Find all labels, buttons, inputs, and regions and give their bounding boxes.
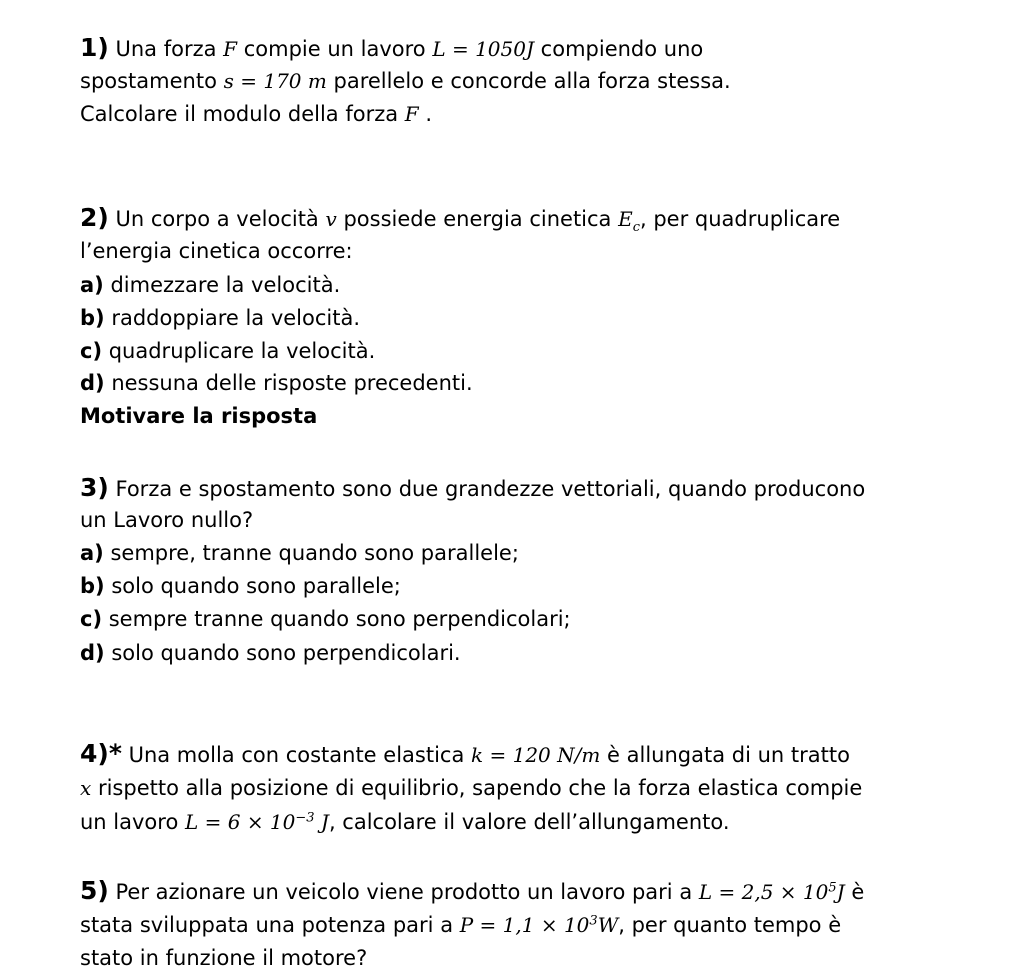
- q3-option-b: b) solo quando sono parallele;: [80, 574, 401, 598]
- q2-option-c: c) quadruplicare la velocità.: [80, 339, 376, 363]
- math-L-equation: $L = 2,5 \times 10^5J$: [698, 880, 845, 904]
- q3-line-1: 3) Forza e spostamento sono due grandezze vettoriali, quando producono: [80, 473, 866, 502]
- q2-line-2: l’energia cinetica occorre:: [80, 239, 353, 263]
- math-s-equation: s = 170 m: [223, 69, 327, 93]
- math-x: x: [80, 776, 92, 800]
- q5-line-1: 5) Per azionare un veicolo viene prodotto un lavoro pari a $L = 2,5 \times 10^5J$ è: [80, 876, 865, 905]
- q4-line-1: 4)* Una molla con costante elastica k = 120 N/m è allungata di un tratto: [80, 739, 850, 768]
- math-k-equation: k = 120 N/m: [471, 743, 601, 767]
- q5-line-3: stato in funzione il motore?: [80, 946, 368, 970]
- q1-line-1: 1) Una forza F compie un lavoro L = 1050J compiendo uno: [80, 33, 704, 62]
- q3-option-a: a) sempre, tranne quando sono parallele;: [80, 541, 519, 565]
- q2-motivate-label: Motivare la risposta: [80, 404, 318, 428]
- q1-line-3: Calcolare il modulo della forza F .: [80, 102, 433, 126]
- q2-number: 2): [80, 203, 109, 232]
- math-F: F: [223, 37, 238, 61]
- q5-line-2: stata sviluppata una potenza pari a $P = 1,1 \times 10^3W$, per quanto tempo è: [80, 913, 842, 937]
- q3-option-d: d) solo quando sono perpendicolari.: [80, 641, 461, 665]
- q4-line-2: x rispetto alla posizione di equilibrio, sapendo che la forza elastica compie: [80, 776, 863, 800]
- q5-number: 5): [80, 876, 109, 905]
- q3-number: 3): [80, 473, 109, 502]
- math-F: F: [404, 102, 419, 126]
- math-L-equation: L = 1050J: [432, 37, 534, 61]
- q2-option-a: a) dimezzare la velocità.: [80, 273, 341, 297]
- q3-option-c: c) sempre tranne quando sono perpendicolari;: [80, 607, 571, 631]
- q1-line-2: spostamento s = 170 m parellelo e concorde alla forza stessa.: [80, 69, 731, 93]
- q2-line-1: 2) Un corpo a velocità v possiede energia cinetica $E_c$, per quadruplicare: [80, 203, 841, 235]
- q4-line-3: un lavoro $L = 6 \times 10^{-3}$ J, calcolare il valore dell’allungamento.: [80, 810, 730, 834]
- q4-number: 4)*: [80, 739, 122, 768]
- q3-line-2: un Lavoro nullo?: [80, 508, 254, 532]
- q2-option-d: d) nessuna delle risposte precedenti.: [80, 371, 473, 395]
- math-L-equation: $L = 6 \times 10^{-3}$ J: [184, 810, 329, 834]
- math-v: v: [325, 207, 337, 231]
- math-Ec: $E_c$: [618, 207, 640, 235]
- q2-option-b: b) raddoppiare la velocità.: [80, 306, 361, 330]
- q1-number: 1): [80, 33, 109, 62]
- math-P-equation: $P = 1,1 \times 10^3W$: [459, 913, 619, 937]
